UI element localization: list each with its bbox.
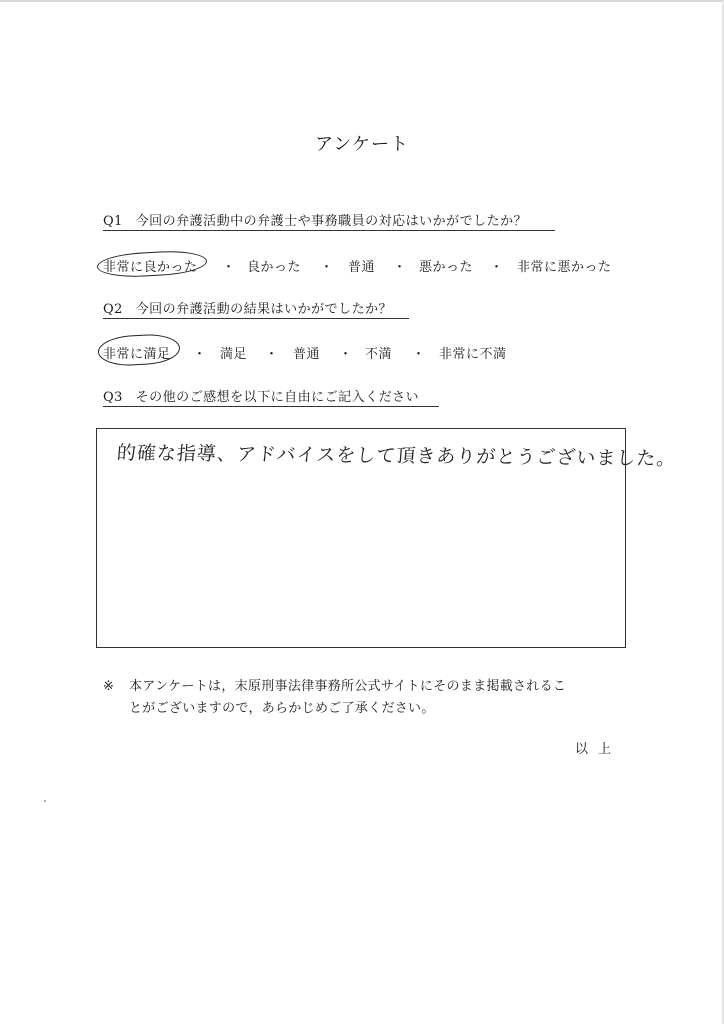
question-2-number: Q2	[103, 302, 123, 317]
option-separator: ・	[393, 260, 407, 275]
scan-speck	[44, 800, 46, 802]
question-3-number: Q3	[103, 390, 123, 405]
question-1	[103, 210, 555, 231]
question-3	[103, 386, 439, 407]
question-1-option-5[interactable]: 非常に悪かった	[517, 260, 612, 275]
publication-note	[103, 676, 566, 720]
question-2	[103, 298, 409, 319]
free-answer-box[interactable]	[96, 428, 678, 648]
option-separator: ・	[339, 347, 353, 362]
scan-edge-top	[0, 0, 724, 2]
question-1-option-3[interactable]: 普通	[348, 260, 376, 275]
option-separator: ・	[490, 260, 504, 275]
question-1-option-2[interactable]: 良かった	[247, 260, 302, 275]
question-1-option-1[interactable]: 非常に良かった	[103, 260, 198, 275]
question-1-option-4[interactable]: 悪かった	[419, 260, 474, 275]
option-separator: ・	[412, 347, 426, 362]
option-separator: ・	[320, 260, 334, 275]
survey-title: アンケート	[315, 134, 409, 155]
note-line-1: 本アンケートは，末原刑事法律事務所公式サイトにそのまま掲載されるこ	[129, 679, 567, 694]
note-line-2: とがございますので，あらかじめご了承ください。	[129, 701, 435, 716]
question-1-text: 今回の弁護活動中の弁護士や事務職員の対応はいかがでしたか？	[135, 214, 528, 229]
option-separator: ・	[193, 347, 207, 362]
question-2-option-3[interactable]: 普通	[293, 347, 321, 362]
question-2-text: 今回の弁護活動の結果はいかがでしたか？	[135, 302, 393, 317]
closing-text: 以上	[575, 742, 622, 757]
question-2-option-1[interactable]: 非常に満足	[103, 347, 171, 362]
question-2-option-2[interactable]: 満足	[220, 347, 248, 362]
question-2-option-5[interactable]: 非常に不満	[439, 347, 507, 362]
option-separator: ・	[222, 260, 236, 275]
question-2-option-4[interactable]: 不満	[365, 347, 393, 362]
question-3-text: その他のご感想を以下に自由にご記入ください	[135, 390, 420, 405]
question-1-number: Q1	[103, 214, 123, 229]
option-separator: ・	[265, 347, 279, 362]
note-mark: ※	[103, 679, 115, 694]
free-answer-handwriting: 的確な指導、アドバイスをして頂きありがとうございました。	[116, 442, 678, 470]
